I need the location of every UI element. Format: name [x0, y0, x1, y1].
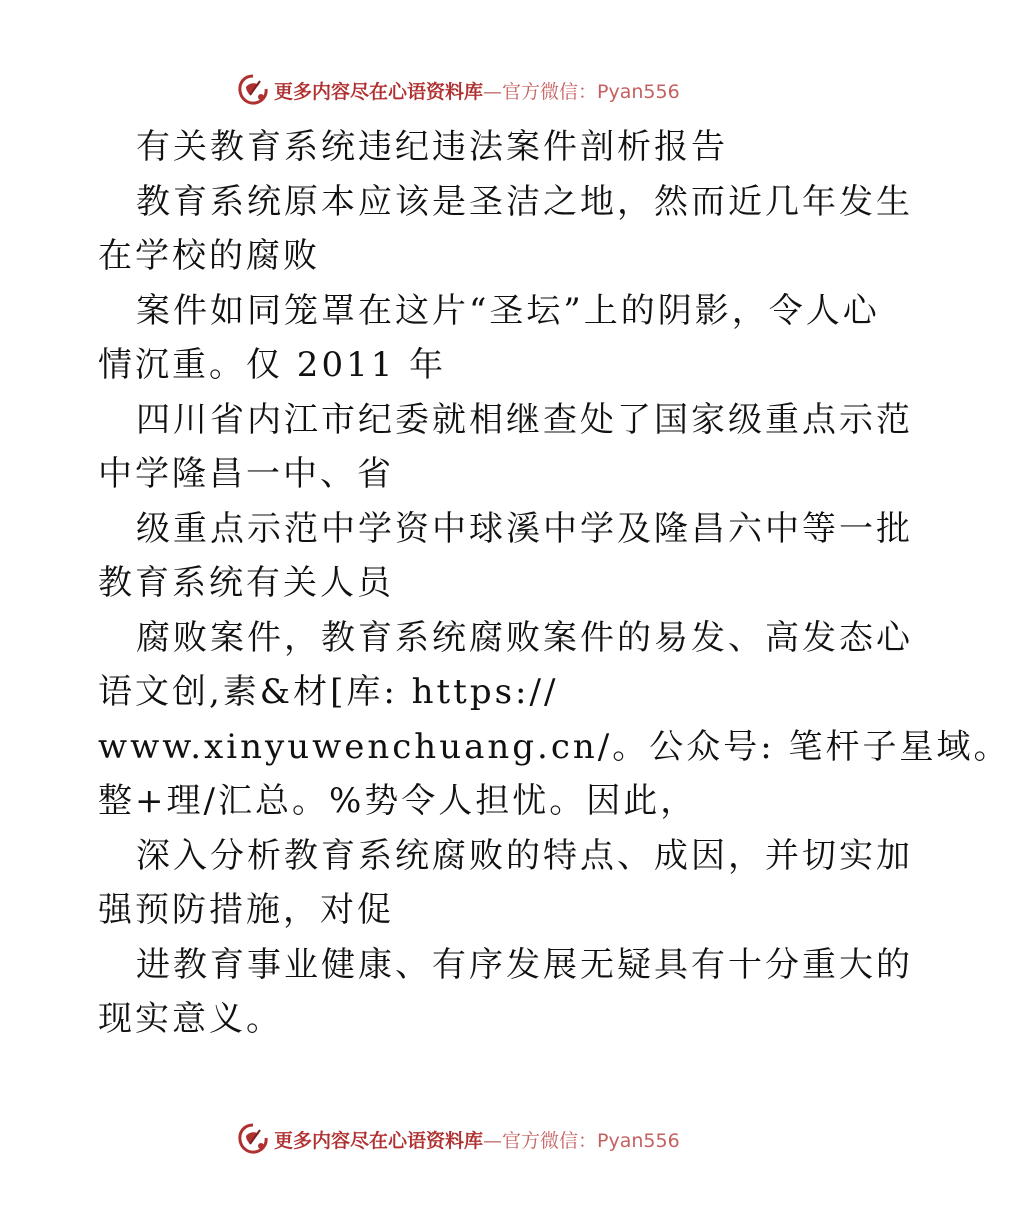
paragraph-line: 教育系统原本应该是圣洁之地，然而近几年发生 — [136, 181, 913, 222]
paragraph-line: 整+理/汇总。%势令人担忧。因此， — [98, 781, 698, 821]
banner-separator: — — [483, 80, 503, 103]
paragraph-line: 教育系统有关人员 — [98, 563, 394, 603]
banner-site-text: 更多内容尽在心语资料库 — [274, 80, 484, 103]
paragraph-line: 进教育事业健康、有序发展无疑具有十分重大的 — [136, 944, 913, 985]
paragraph-line: 级重点示范中学资中球溪中学及隆昌六中等一批 — [136, 508, 913, 549]
paragraph-line: 四川省内江市纪委就相继查处了国家级重点示范 — [136, 399, 913, 440]
paragraph-line: 强预防措施，对促 — [98, 890, 394, 930]
paragraph-line: 现实意义。 — [98, 999, 283, 1039]
banner-separator: — — [483, 1129, 503, 1152]
paragraph-line: 中学隆昌一中、省 — [98, 454, 394, 494]
quill-swirl-logo-icon — [236, 1122, 270, 1156]
paragraph-line: 腐败案件，教育系统腐败案件的易发、高发态心 — [136, 617, 913, 658]
paragraph-line: 案件如同笼罩在这片“圣坛”上的阴影，令人心 — [136, 290, 880, 331]
header-banner — [236, 72, 680, 108]
paragraph-line: 情沉重。仅 2011 年 — [98, 345, 447, 385]
document-title: 有关教育系统违纪违法案件剖析报告 — [136, 127, 728, 167]
paragraph-line: 语文创,素&材[库: https:// — [98, 672, 559, 712]
banner-wechat-text: 官方微信：Pyan556 — [502, 1129, 680, 1152]
banner-site-text: 更多内容尽在心语资料库 — [274, 1129, 484, 1152]
paragraph-line: 深入分析教育系统腐败的特点、成因，并切实加 — [136, 835, 913, 876]
document-body — [98, 120, 1011, 1047]
banner-wechat-text: 官方微信：Pyan556 — [502, 80, 680, 103]
paragraph-line: 在学校的腐败 — [98, 236, 320, 276]
footer-banner — [236, 1121, 680, 1157]
quill-swirl-logo-icon — [236, 73, 270, 107]
paragraph-line: www.xinyuwenchuang.cn/。公众号: 笔杆子星域。 — [98, 726, 1011, 767]
